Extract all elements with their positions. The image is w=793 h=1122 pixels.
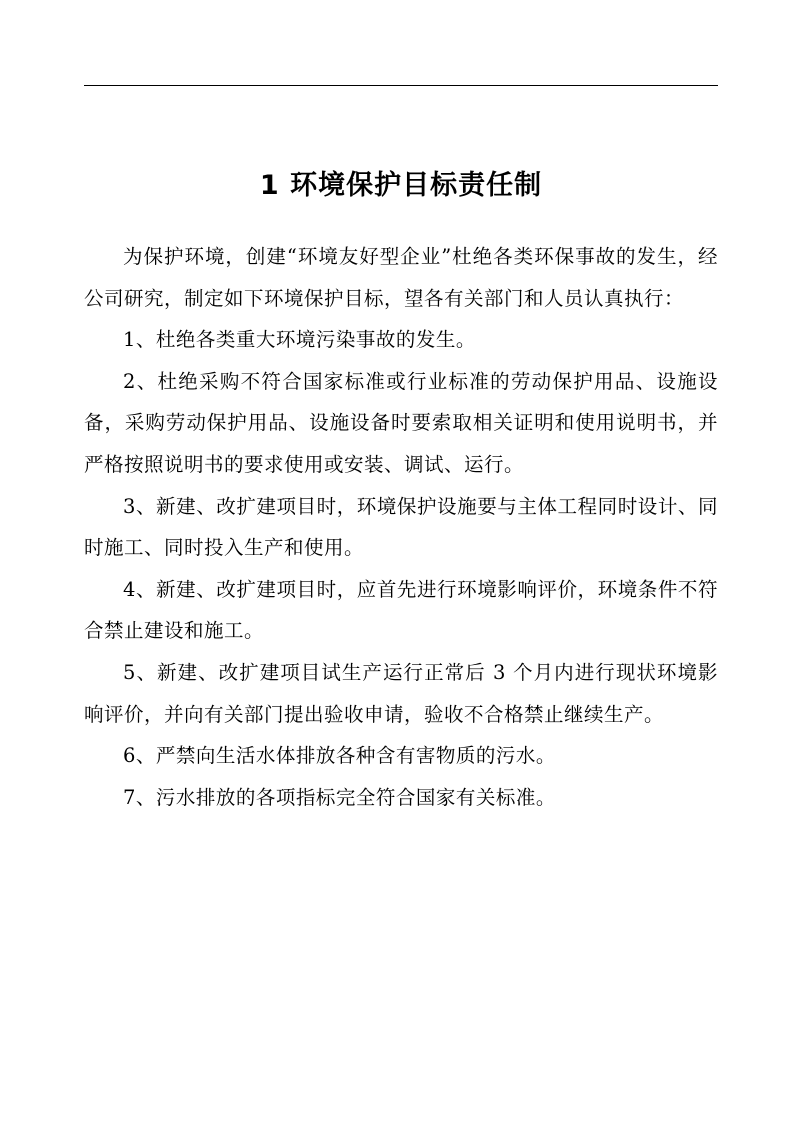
target-item-2: 2、杜绝采购不符合国家标准或行业标准的劳动保护用品、设施设备，采购劳动保护用品、设施设备时要索取相关证明和使用说明书，并严格按照说明书的要求使用或安装、调试、运行。: [84, 369, 718, 476]
target-item-6: 6、严禁向生活水体排放各种含有害物质的污水。: [123, 744, 556, 768]
document-body: [84, 236, 718, 818]
intro-paragraph: 为保护环境，创建“环境友好型企业”杜绝各类环保事故的发生，经公司研究，制定如下环境保护目标，望各有关部门和人员认真执行：: [84, 245, 718, 310]
target-item-1: 1、杜绝各类重大环境污染事故的发生。: [123, 328, 476, 352]
target-item-3: 3、新建、改扩建项目时，环境保护设施要与主体工程同时设计、同时施工、同时投入生产和使用。: [84, 494, 718, 560]
header-rule: [84, 85, 718, 86]
target-item-4: 4、新建、改扩建项目时，应首先进行环境影响评价，环境条件不符合禁止建设和施工。: [84, 577, 718, 643]
document-title: 1 环境保护目标责任制: [259, 170, 543, 201]
target-item-5: 5、新建、改扩建项目试生产运行正常后 3 个月内进行现状环境影响评价，并向有关部门提出验收申请，验收不合格禁止继续生产。: [84, 660, 718, 726]
target-item-7: 7、污水排放的各项指标完全符合国家有关标准。: [123, 785, 556, 809]
